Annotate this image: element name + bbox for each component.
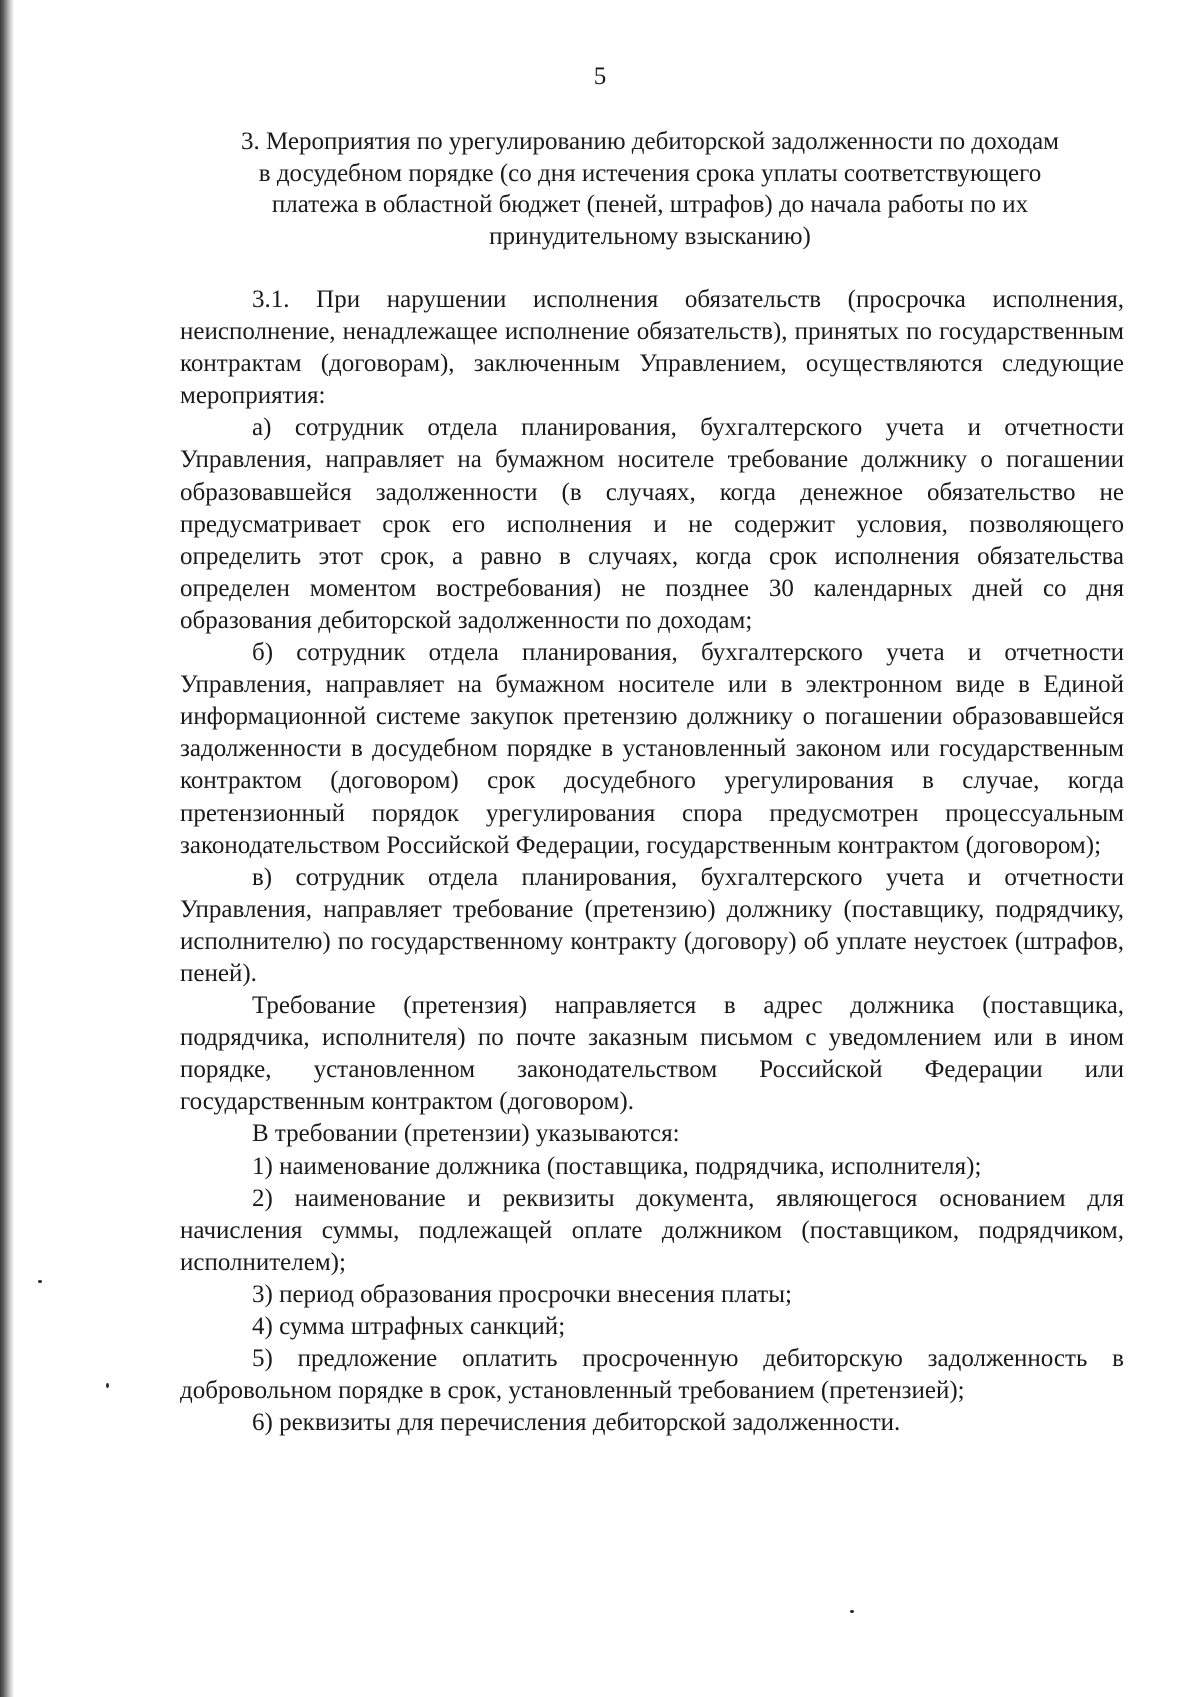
list-item-5: 5) предложение оплатить просроченную дебиторскую задолженность в добровольном порядке в срок, установленный требованием (претензией); bbox=[180, 1345, 1124, 1405]
list-item-6: 6) реквизиты для перечисления дебиторской задолженности. bbox=[252, 1409, 901, 1437]
list-item-3: 3) период образования просрочки внесения платы; bbox=[252, 1280, 792, 1308]
paragraph-3-1: 3.1. При нарушении исполнения обязательств (просрочка исполнения, неисполнение, ненадлежащее исполнение обязательств), принятых по государственным контрактам (договорам), заключенным Управлением, осуществляются следующие мероприятия: bbox=[180, 286, 1124, 410]
paragraph-item-v: в) сотрудник отдела планирования, бухгалтерского учета и отчетности Управления, направляет требование (претензию) должнику (поставщику, подрядчику, исполнителю) по государственному контракту (договору) об уплате неустоек (штрафов, пеней). bbox=[180, 863, 1124, 987]
section-heading bbox=[170, 126, 1130, 252]
document-body bbox=[180, 284, 1124, 1439]
scan-speck bbox=[106, 1383, 109, 1388]
heading-line-2: в досудебном порядке (со дня истечения срока уплаты соответствующего bbox=[258, 159, 1042, 187]
paragraph-list-intro: В требовании (претензии) указываются: bbox=[252, 1120, 680, 1148]
scan-edge-shadow bbox=[0, 0, 14, 1697]
scan-speck bbox=[38, 1280, 42, 1283]
paragraph-item-b: б) сотрудник отдела планирования, бухгалтерского учета и отчетности Управления, направляет на бумажном носителе или в электронном виде в Единой информационной системе закупок претензию должнику о погашении образовавшейся задолженности в досудебном порядке в установленный законом или государственным контрактом (договором) срок досудебного урегулирования в случае, когда претензионный порядок урегулирования спора предусмотрен процессуальным законодательством Российской Федерации, государственным контрактом (договором); bbox=[180, 639, 1124, 859]
paragraph-claim-delivery: Требование (претензия) направляется в адрес должника (поставщика, подрядчика, исполнителя) по почте заказным письмом с уведомлением или в ином порядке, установленном законодательством Российской Федерации или государственным контрактом (договором). bbox=[180, 992, 1124, 1116]
list-item-2: 2) наименование и реквизиты документа, являющегося основанием для начисления суммы, подлежащей оплате должником (поставщиком, подрядчиком, исполнителем); bbox=[180, 1184, 1124, 1276]
heading-line-1: 3. Мероприятия по урегулированию дебиторской задолженности по доходам bbox=[240, 128, 1059, 155]
scan-speck bbox=[850, 1610, 854, 1613]
heading-line-4: принудительному взысканию) bbox=[489, 222, 811, 250]
heading-line-3: платежа в областной бюджет (пеней, штрафов) до начала работы по их bbox=[271, 191, 1029, 219]
page-number: 5 bbox=[593, 63, 607, 90]
list-item-1: 1) наименование должника (поставщика, подрядчика, исполнителя); bbox=[252, 1152, 982, 1180]
list-item-4: 4) сумма штрафных санкций; bbox=[252, 1313, 566, 1340]
paragraph-item-a: а) сотрудник отдела планирования, бухгалтерского учета и отчетности Управления, направляет на бумажном носителе требование должнику о погашении образовавшейся задолженности (в случаях, когда денежное обязательство не предусматривает срок его исполнения и не содержит условия, позволяющего определить этот срок, а равно в случаях, когда срок исполнения обязательства определен моментом востребования) не позднее 30 календарных дней со дня образования дебиторской задолженности по доходам; bbox=[180, 414, 1124, 634]
